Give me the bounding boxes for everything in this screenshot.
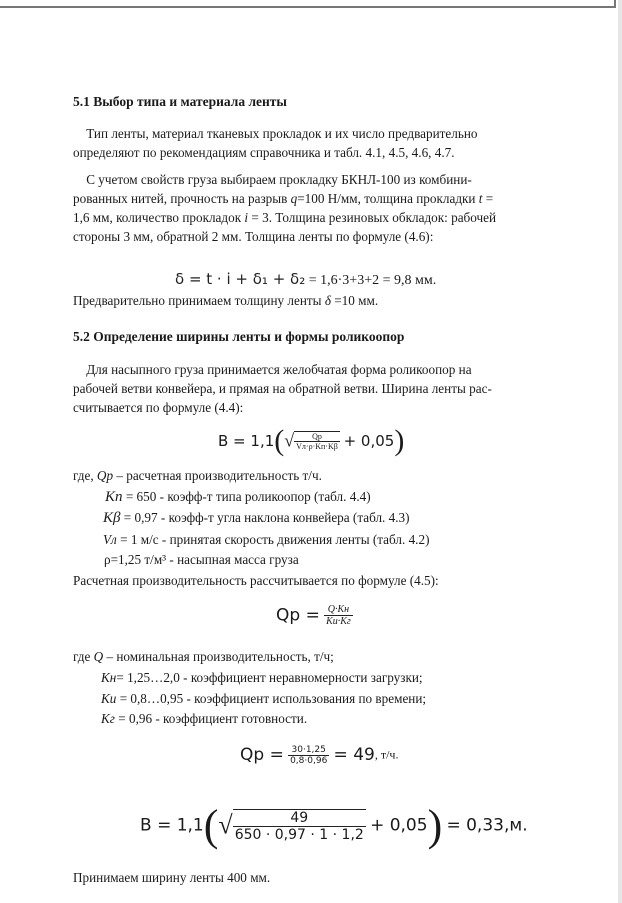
coefficient-kb: Kβ = 0,97 - коэфф-т угла наклона конвейера (табл. 4.3) bbox=[103, 510, 410, 526]
paragraph-line: Принимаем ширину ленты 400 мм. bbox=[73, 870, 271, 885]
coefficient-vl: Vл = 1 м/с - принятая скорость движения ленты (табл. 4.2) bbox=[103, 532, 430, 547]
paragraph-line: рованных нитей, прочность на разрыв q=100 Н/мм, толщина прокладки t = bbox=[73, 191, 494, 206]
paragraph-line: Тип ленты, материал тканевых прокладок и их число предварительно bbox=[86, 126, 478, 141]
paragraph-line: стороны 3 мм, обратной 2 мм. Толщина ленты по формуле (4.6): bbox=[73, 229, 434, 244]
coefficient-rho: ρ=1,25 т/м³ - насыпная масса груза bbox=[104, 552, 299, 567]
section-5-2-heading: 5.2 Определение ширины ленты и формы роликоопор bbox=[73, 329, 405, 344]
paragraph-line: Предварительно принимаем толщину ленты δ =10 мм. bbox=[73, 293, 379, 308]
coefficient-kn: Kн= 1,25…2,0 - коэффициент неравномерности загрузки; bbox=[101, 670, 423, 685]
formula-productivity-calc: Qр = $\frac{30\cdot 1,25}{0,8\cdot 0,96}$ = 49, т/ч. bbox=[240, 744, 399, 766]
paragraph-line: рабочей ветви конвейера, и прямая на обратной ветви. Ширина ленты рас- bbox=[73, 381, 492, 396]
formula-belt-width-calc: B = 1,1(√ $\frac{49}{650 \cdot 0,97 \cdot 1 \cdot 1,2}$ + 0,05) = 0,33,м. bbox=[140, 801, 528, 850]
paragraph-line: Расчетная производительность рассчитывается по формуле (4.5): bbox=[73, 573, 439, 588]
paragraph-line: определяют по рекомендациям справочника и табл. 4.1, 4.5, 4.6, 4.7. bbox=[73, 145, 455, 160]
formula-thickness: δ = t · i + δ₁ + δ₂ = 1,6·3+3+2 = 9,8 мм. bbox=[175, 270, 437, 288]
paragraph-line: Для насыпного груза принимается желобчатая форма роликоопор на bbox=[86, 362, 472, 377]
section-5-1-heading: 5.1 Выбор типа и материала ленты bbox=[73, 94, 287, 109]
paragraph-line: С учетом свойств груза выбираем прокладку БКНЛ-100 из комбини- bbox=[86, 172, 472, 187]
where-line: где, Qр – расчетная производительность т/ч. bbox=[73, 468, 322, 483]
paragraph-line: считывается по формуле (4.4): bbox=[73, 400, 244, 415]
paragraph-line: 1,6 мм, количество прокладок i = 3. Толщина резиновых обкладок: рабочей bbox=[73, 210, 497, 225]
formula-belt-width: B = 1,1(√ $\frac{Qр}{Vл\cdot\rho\cdot Kп\cdot K\beta}$ + 0,05) bbox=[218, 424, 405, 457]
coefficient-ki: Kи = 0,8…0,95 - коэффициент использования по времени; bbox=[101, 691, 427, 706]
formula-productivity: Qр = $\frac{Q\cdot Kн}{Kи\cdot Kг}$ bbox=[276, 604, 351, 627]
coefficient-kp: Kп = 650 - коэфф-т типа роликоопор (табл. 4.4) bbox=[105, 489, 371, 505]
where-line: где Q – номинальная производительность, т/ч; bbox=[73, 649, 334, 664]
coefficient-kg: Kг = 0,96 - коэффициент готовности. bbox=[101, 711, 308, 726]
